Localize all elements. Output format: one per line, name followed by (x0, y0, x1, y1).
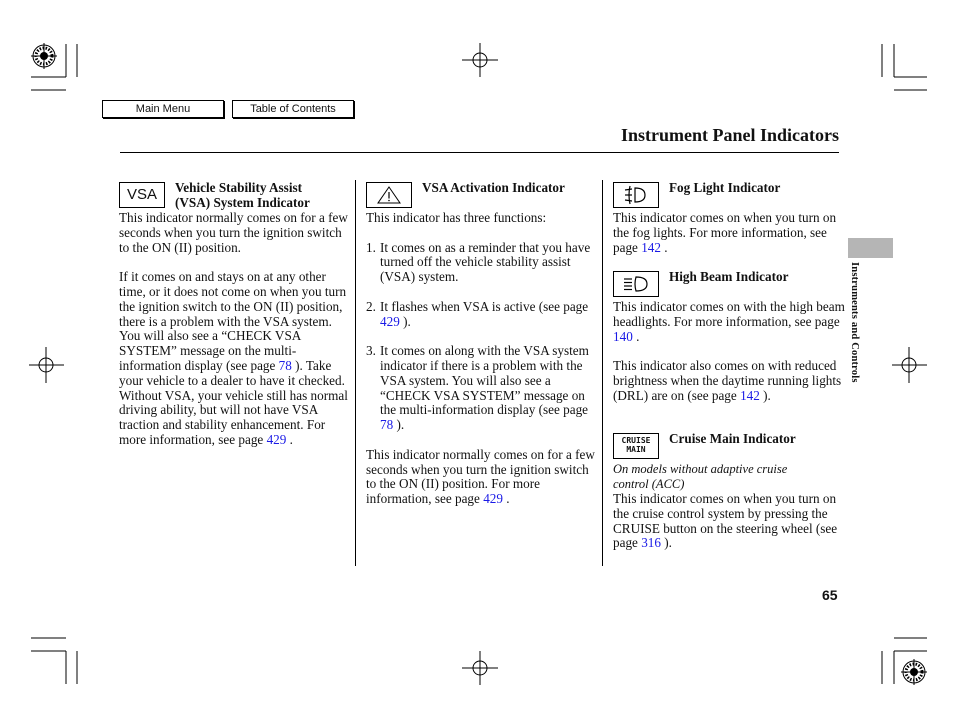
high-beam-heading: High Beam Indicator (669, 269, 789, 284)
cruise-main-icon (613, 433, 659, 459)
warning-triangle-icon (366, 182, 412, 208)
col2-text (366, 211, 598, 522)
cruise-main-heading: Cruise Main Indicator (669, 431, 796, 446)
fog-light-icon (613, 182, 659, 208)
col1-text (119, 211, 353, 463)
cruise-main-text: This indicator comes on when you turn on the cruise control system by pressing the CRUISE button on the steering wheel (see page 316 ). (613, 491, 838, 551)
high-beam-icon (614, 272, 658, 296)
vsa-activation-intro: This indicator has three functions: (366, 210, 547, 225)
section-tab (848, 238, 893, 258)
vsa-paragraph-1: This indicator normally comes on for a few seconds when you turn the ignition switch to the ON (II) position. (119, 210, 348, 255)
list-item: 3. It comes on along with the VSA system indicator if there is a problem with the VSA system. You will also see a “CHECK VSA SYSTEM” message on the multi-information display (see page 78 ). (366, 343, 589, 433)
list-item: 1. It comes on as a reminder that you have turned off the vehicle stability assist (VSA) system. (366, 239, 591, 285)
page-link[interactable]: 78 (278, 357, 292, 373)
page-link[interactable]: 78 (380, 417, 394, 433)
high-beam-paragraph: This indicator comes on with the high beam headlights. For more information, see page 140 . (613, 299, 845, 344)
page-title: Instrument Panel Indicators (620, 125, 839, 145)
vsa-heading-line2: (VSA) System Indicator (175, 194, 310, 210)
column-divider (602, 180, 603, 566)
page-link[interactable]: 429 (483, 491, 503, 507)
fog-light-heading: Fog Light Indicator (669, 180, 781, 195)
fog-light-text: This indicator comes on when you turn on the fog lights. For more information, see page 142 . (613, 210, 837, 255)
section-label: Instruments and Controls (849, 262, 860, 383)
vsa-heading-line1: Vehicle Stability Assist (175, 180, 303, 195)
page-number: 65 (822, 587, 838, 603)
page-link[interactable]: 142 (740, 387, 760, 403)
main-menu-button[interactable]: Main Menu (102, 100, 224, 118)
title-rule (120, 152, 839, 153)
page-link[interactable]: 140 (613, 328, 633, 344)
list-item: 2. It flashes when VSA is active (see page 429 ). (366, 298, 589, 329)
vsa-activation-heading: VSA Activation Indicator (422, 180, 565, 195)
table-of-contents-button[interactable]: Table of Contents (232, 100, 354, 118)
vsa-icon (119, 182, 165, 208)
vsa-paragraph-2: If it comes on and stays on at any other time, or it does not come on when you turn the ignition switch to the ON (II) position, there is a problem with the VSA system. You will also see a “CHECK VSA SYSTEM” message on the multi-information display (see page 78 ). Take your vehicle to a dealer to have it checked. Without VSA, your vehicle still has normal driving ability, but will not have VSA traction and stability enhancement. For more information, see page 429 . (119, 269, 348, 447)
cruise-model-note: On models without adaptive cruise control (ACC) (613, 462, 788, 491)
column-divider (355, 180, 356, 566)
vsa-activation-paragraph: This indicator normally comes on for a few seconds when you turn the ignition switch to the ON (II) position. For more information, see page 429 . (366, 446, 595, 507)
high-beam-text (613, 300, 845, 418)
fog-light-icon (614, 183, 658, 207)
vsa-icon-text: VSA (126, 186, 157, 203)
page-link[interactable]: 429 (380, 313, 400, 329)
page-link[interactable]: 429 (266, 431, 287, 447)
page-link[interactable]: 316 (641, 535, 661, 551)
drl-paragraph: This indicator also comes on with reduced brightness when the daytime running lights (DRL) are on (see page 142 ). (613, 358, 842, 403)
warning-triangle-icon (367, 183, 411, 207)
vsa-system-heading (175, 181, 350, 211)
high-beam-icon (613, 271, 659, 297)
page-link[interactable]: 142 (641, 239, 661, 255)
cruise-icon-text: CRUISE MAIN (621, 436, 651, 454)
